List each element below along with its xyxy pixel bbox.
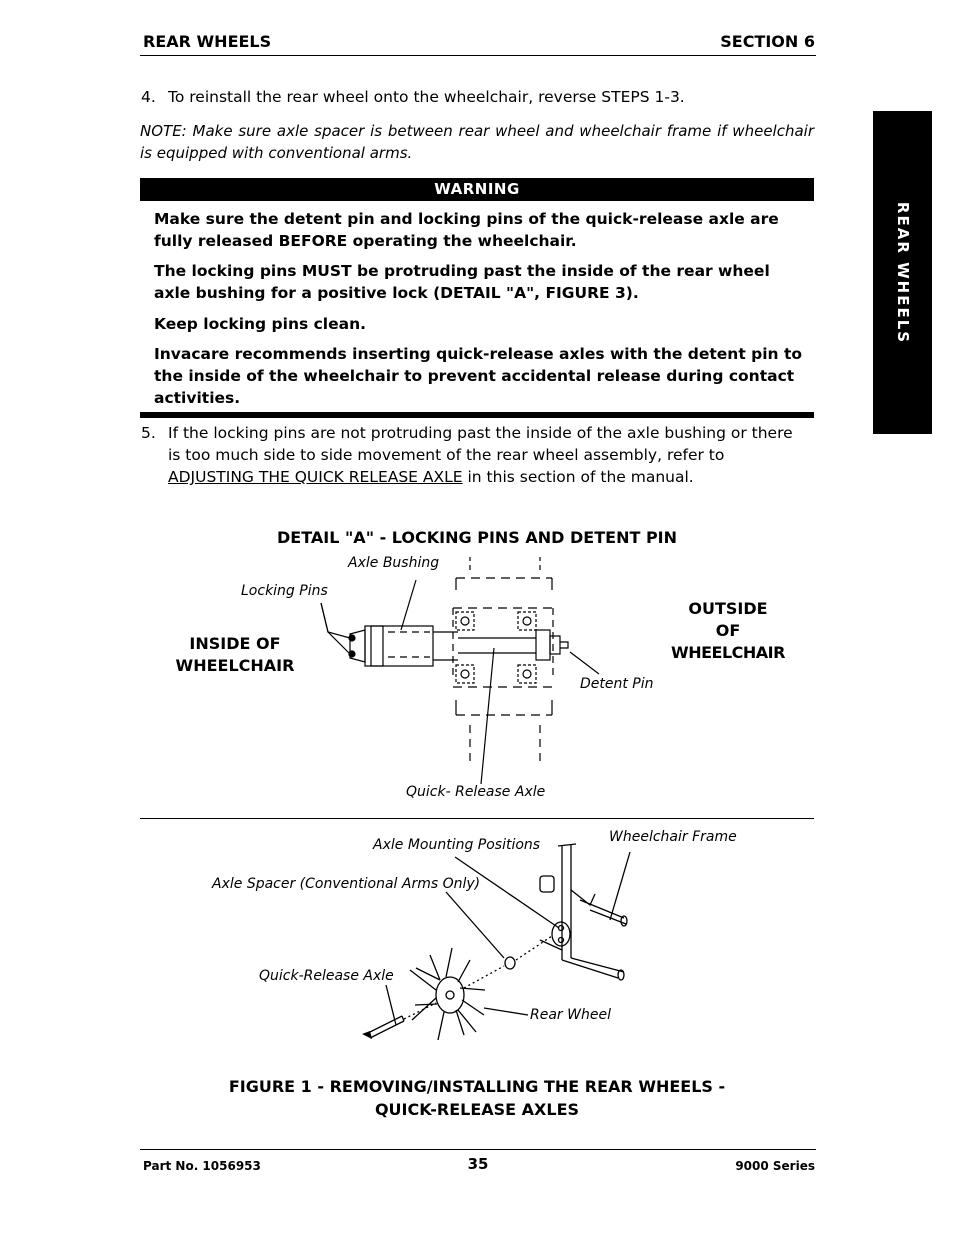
outside-line-2: OF: [715, 621, 741, 640]
footer-part-number: Part No. 1056953: [143, 1159, 261, 1173]
warning-paragraph-2: The locking pins MUST be protruding past the inside of the rear wheel axle bushing for a positive lock (DETAIL "A", FIGURE 3).: [154, 262, 770, 302]
caption-line-1: FIGURE 1 - REMOVING/INSTALLING THE REAR WHEELS -: [228, 1077, 726, 1096]
warning-paragraph-1: Make sure the detent pin and locking pins of the quick-release axle are fully released BEFORE operating the wheelchair.: [154, 210, 779, 250]
figure-separator-rule: [140, 818, 814, 819]
detail-a-title: DETAIL "A" - LOCKING PINS AND DETENT PIN: [276, 528, 678, 547]
label-quick-release-axle: Quick-Release Axle: [259, 968, 394, 984]
adjusting-axle-link[interactable]: ADJUSTING THE QUICK RELEASE AXLE: [168, 468, 463, 486]
label-wheelchair-frame: Wheelchair Frame: [609, 829, 737, 845]
step4-number: 4.: [141, 88, 156, 106]
inside-line-1: INSIDE OF: [189, 634, 281, 653]
warning-banner: WARNING: [140, 178, 814, 201]
label-axle-mounting-positions: Axle Mounting Positions: [373, 837, 541, 853]
footer-rule: [140, 1149, 816, 1150]
label-axle-spacer: Axle Spacer (Conventional Arms Only): [212, 876, 481, 892]
outside-line-3: WHEELCHAIR: [671, 643, 785, 662]
step5-number: 5.: [141, 424, 156, 442]
label-axle-bushing: Axle Bushing: [348, 555, 440, 571]
inside-line-2: WHEELCHAIR: [175, 656, 295, 675]
figure-1-diagram: [140, 820, 814, 1050]
header-section-number: SECTION 6: [720, 32, 815, 51]
outside-line-1: OUTSIDE: [688, 599, 768, 618]
label-locking-pins: Locking Pins: [241, 583, 328, 599]
step5-text-after: in this section of the manual.: [467, 468, 694, 486]
side-tab-label: REAR WHEELS: [893, 201, 912, 344]
step5-text: [168, 422, 808, 488]
header-rule: [140, 55, 816, 56]
label-quick-release-axle-detail: Quick- Release Axle: [406, 784, 546, 800]
caption-line-2: QUICK-RELEASE AXLES: [374, 1100, 580, 1119]
label-inside-of-wheelchair: [160, 633, 310, 677]
warning-paragraph-3: Keep locking pins clean.: [154, 315, 367, 333]
label-outside-of-wheelchair: [658, 598, 798, 664]
side-tab: [873, 111, 932, 434]
footer-page-number: 35: [467, 1155, 489, 1173]
warning-bottom-rule: [140, 412, 814, 418]
figure-1-caption: [140, 1075, 814, 1121]
warning-paragraph-4: Invacare recommends inserting quick-release axles with the detent pin to the inside of the wheelchair to prevent accidental release during contact activities.: [154, 345, 803, 407]
note-text: NOTE: Make sure axle spacer is between rear wheel and wheelchair frame if wheelchair is equipped with conventional arms.: [140, 122, 814, 162]
label-detent-pin: Detent Pin: [580, 676, 654, 692]
step4-text: To reinstall the rear wheel onto the wheelchair, reverse STEPS 1-3.: [168, 88, 685, 106]
step5-text-before: If the locking pins are not protruding past the inside of the axle bushing or there is too much side to side movement of the rear wheel assembly, refer to: [168, 424, 793, 464]
header-section-title: REAR WHEELS: [143, 32, 272, 51]
footer-series: 9000 Series: [735, 1159, 815, 1173]
label-rear-wheel: Rear Wheel: [530, 1007, 611, 1023]
